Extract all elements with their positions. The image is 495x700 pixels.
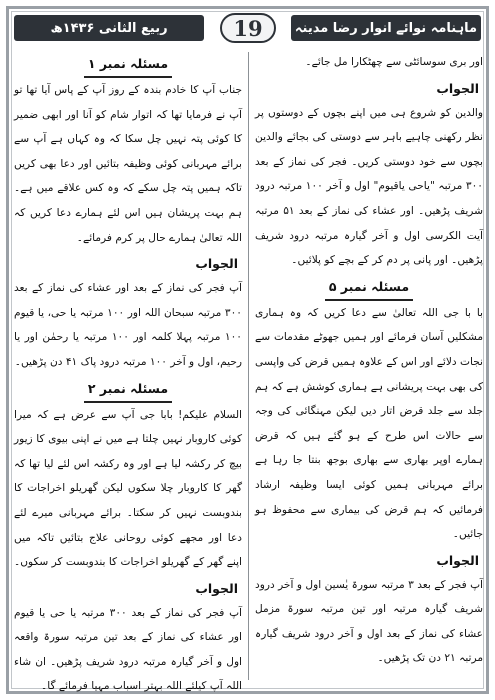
answer-heading: الجواب: [436, 552, 479, 568]
right-column: [255, 50, 483, 682]
question-text: با با جی اللہ تعالیٰ سے دعا کریں کہ وہ ہماری مشکلیں آسان فرمائے اور ہمیں جھوٹے مقدمات سے نجات دلائے اور اس کے علاوہ ہمیں قرض کی واپسی کی بھی بہت پریشانی ہے ہماری کوشش ہے کہ ہم جلد سے جلد قرض اتار دیں لیکن مہنگائی کی وجہ سے حالات اس طرح کے ہو گئے ہیں کہ قرض ہمارے اوپر بھاری سے بھاری بوجھ بنتا جا رہا ہے برائے مہربانی ہمیں کوئی ایسا وظیفہ ارشاد فرمائیں کہ ہم قرض کی بیماری سے محفوظ ہو جائیں۔: [255, 306, 483, 541]
answer-heading-row: [14, 575, 242, 601]
answer-text: آپ فجر کے بعد ۳ مرتبہ سورۃ یٰسین اول و آخر درود شریف گیارہ مرتبہ اور تین مرتبہ سورۃ مزمل عشاء کی نماز کے بعد اول و آخر درود شریف گیارہ مرتبہ ۲۱ دن تک پڑھیں۔: [255, 578, 483, 665]
answer-heading: الجواب: [195, 580, 238, 596]
question-heading: مسئلہ نمبر ۵: [325, 275, 413, 301]
question-heading-row: [14, 50, 242, 78]
answer-heading: الجواب: [436, 80, 479, 96]
left-column: [14, 50, 242, 693]
answer-heading-row: [255, 547, 483, 573]
page-number: 19: [220, 13, 276, 43]
page-header: [14, 13, 481, 43]
issue-date: ربیع الثانی ۱۴۳۶ھ: [14, 15, 204, 41]
magazine-title: ماہنامہ نوائے انوار رضا مدینہ: [291, 15, 481, 41]
column-divider: [248, 52, 249, 680]
answer-text: آپ فجر کی نماز کے بعد ۳۰۰ مرتبہ یا حی یا قیوم اور عشاء کی نماز کے بعد تین مرتبہ سورۃ واقعہ اول و آخر گیارہ مرتبہ درود شریف پڑھیں۔ ان شاء اللہ آپ کیلئے اللہ بہتر اسباب مہیا فرمائے گا۔: [14, 606, 242, 693]
answer-heading-row: [14, 250, 242, 276]
question-text: جناب آپ کا خادم بندہ کے روز آپ کے پاس آیا تھا تو آپ نے فرمایا تھا کہ اتوار شام کو آنا اور ابھی ضمیر کا کوئی پتہ نہیں چل سکا کہ وہ کہاں ہے آپ سے برائے مہربانی کوئی وظیفہ بتائیں اور دعا بھی کریں تاکہ ہمیں پتہ چل سکے کہ وہ کس علاقے میں ہے۔ ہم بہت پریشان ہیں اس لئے ہمارے دعا کریں کہ اللہ تعالیٰ ہمارے حال پر کرم فرمائے۔: [14, 84, 242, 244]
question-heading-row: [14, 375, 242, 403]
question-text: السلام علیکم! بابا جی آپ سے عرض ہے کہ میرا کوئی کاروبار نہیں چلتا ہے میں نے اپنی بیوی کا زیور بیچ کر رکشہ لیا ہے اور وہ رکشہ اس لئے لیا تھا کہ گھر کا کاروبار چلا سکوں لیکن گھریلو اخراجات کا بندوبست نہیں کر سکتا۔ برائے مہربانی میرے لئے دعا اور مجھے کوئی روحانی علاج بتائیں تاکہ میں اپنے گھر کے گھریلو اخراجات کا بندوبست کر سکوں۔: [14, 408, 242, 569]
question-heading: مسئلہ نمبر ۱: [84, 52, 172, 78]
question-heading-row: [255, 273, 483, 301]
answer-text: والدین کو شروع ہی میں اپنے بچوں کے دوستوں پر نظر رکھنی چاہیے باہر سے دوستی کی بجائے والدین بچوں سے خود دوستی کریں۔ فجر کی نماز کے بعد ۳۰۰ مرتبہ "یاحی یاقیوم" اول و آخر ۱۰۰ مرتبہ درود شریف پڑھیں۔ اور عشاء کی نماز کے بعد ۵۱ مرتبہ آیت الکرسی اول و آخر گیارہ مرتبہ درود شریف پڑھیں۔ اور پانی پر دم کر کے بچے کو پلائیں۔: [255, 106, 483, 267]
answer-heading-row: [255, 75, 483, 101]
answer-heading: الجواب: [195, 256, 238, 272]
answer-text: آپ فجر کی نماز کے بعد اور عشاء کی نماز کے بعد ۳۰۰ مرتبہ سبحان اللہ اور ۱۰۰ مرتبہ یا حی، یا قیوم ۱۰۰ مرتبہ پہلا کلمہ اور ۱۰۰ مرتبہ یا رحمٰن اور یا رحیم، اول و آخر ۱۰۰ مرتبہ درود پاک ۴۱ دن پڑھیں۔: [14, 282, 242, 368]
continued-text: اور بری سوسائٹی سے چھٹکارا مل جائے۔: [305, 56, 483, 68]
question-heading: مسئلہ نمبر ۲: [84, 377, 172, 403]
